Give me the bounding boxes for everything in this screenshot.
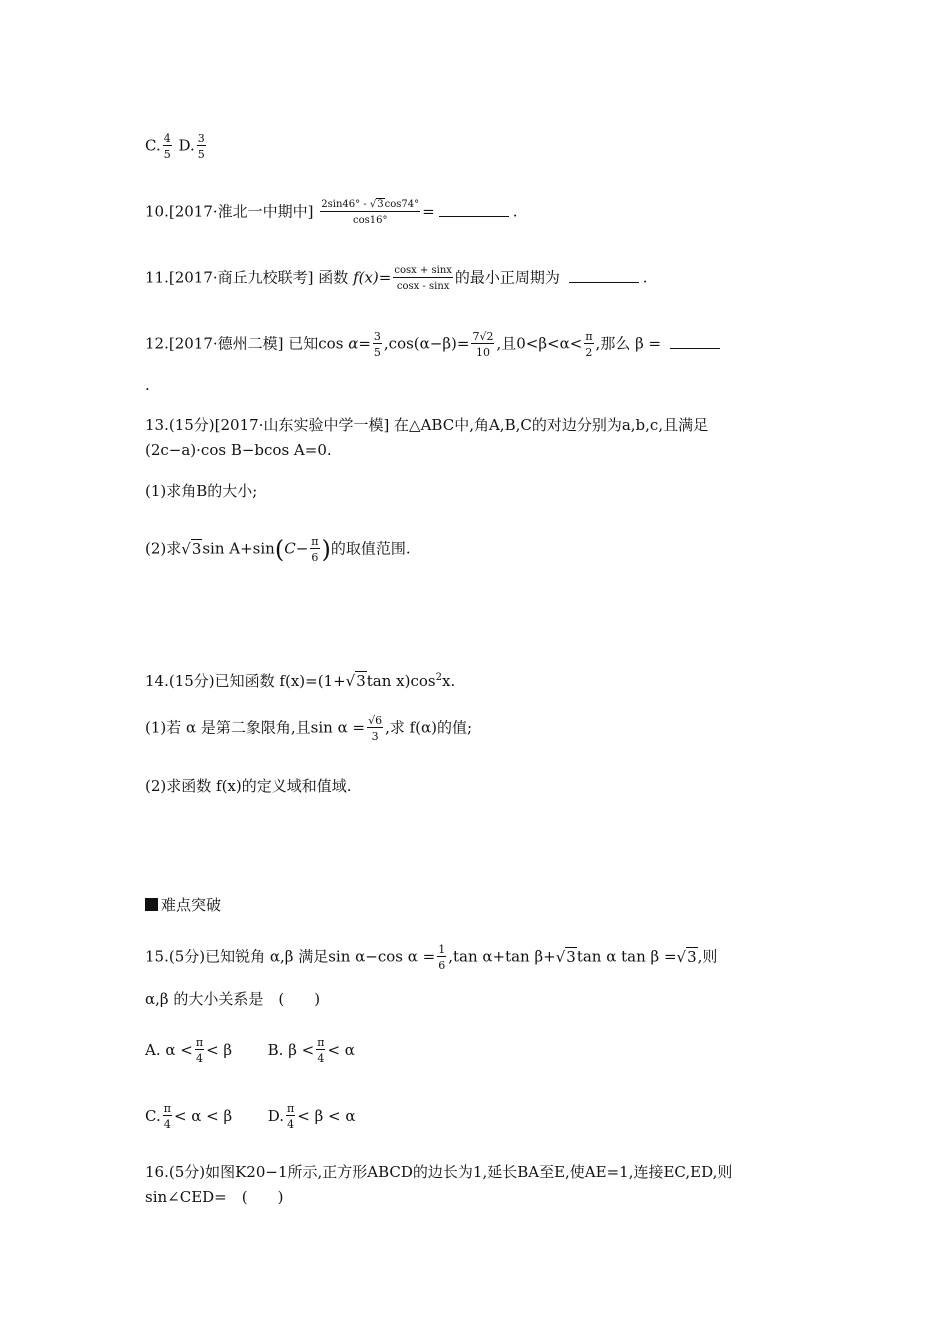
q14-part-1: (1)若 α 是第二象限角,且sin α = $\frac{√6}{3}$ ,求 f(α)的值; — [145, 714, 473, 743]
option-d: D. $\frac{\pi}{4}$ < β < α — [267, 1102, 356, 1131]
q11-answer-blank — [569, 270, 639, 283]
option-c: C. $\frac{\pi}{4}$ < α < β — [145, 1102, 233, 1131]
q12-frac-1: $\frac{3}{5}$ — [373, 330, 381, 359]
question-12: 12.[2017·德州二模] 已知cos α= $\frac{3}{5}$ ,cos(α−β)= $\frac{7√2}{10}$ ,且0<β<α< $\frac{\pi}{2}$ ,那么 β = — [145, 330, 724, 359]
question-11: 11.[2017·商丘九校联考] 函数 f(x)= $\frac{\cos x + \sin x}{\cos x - \sin x}$ 的最小正周期为 . — [145, 265, 648, 292]
q10-fraction: $\frac{2\sin 46^\circ - √3\cos 74^\circ}{\cos 16^\circ}$ — [321, 199, 420, 226]
question-10: 10.[2017·淮北一中期中] $\frac{2\sin 46^\circ - √3\cos 74^\circ}{\cos 16^\circ}$ = . — [145, 199, 518, 226]
q13-line-2: (2c−a)·cos B−bcos A=0. — [145, 441, 332, 459]
q10-answer-blank — [439, 204, 509, 217]
q15-options-ab — [145, 1036, 355, 1065]
section-title: 难点突破 — [161, 896, 222, 914]
q15-frac: $\frac{1}{6}$ — [438, 943, 446, 972]
option-c-fraction: $\frac{4}{5}$ — [163, 132, 171, 161]
square-bullet-icon — [145, 898, 158, 911]
q13-line-1: 13.(15分)[2017·山东实验中学一模] 在△ABC中,角A,B,C的对边分别为a,b,c,且满足 — [145, 416, 709, 434]
q12-frac-3: $\frac{\pi}{2}$ — [585, 330, 593, 359]
option-d-label: D. — [178, 136, 195, 155]
q9-options — [145, 132, 208, 161]
q12-frac-2: $\frac{7√2}{10}$ — [472, 330, 494, 359]
q10-head: 10.[2017·淮北一中期中] — [145, 202, 314, 221]
option-d-fraction: $\frac{3}{5}$ — [197, 132, 205, 161]
q12-head: 12.[2017·德州二模] 已知cos — [145, 334, 344, 353]
q11-fraction: $\frac{\cos x + \sin x}{\cos x - \sin x}$ — [394, 265, 452, 292]
q13-part-1: (1)求角B的大小; — [145, 482, 258, 500]
q14-line-1: 14.(15分)已知函数 f(x)=(1+√3tan $x)\cos^2x$. — [145, 672, 456, 690]
q13-part-2: (2)求√3sin A+sin(C− $\frac{\pi}{6}$ )的取值范围. — [145, 535, 411, 564]
q15-line-2: α,β 的大小关系是 ( ) — [145, 990, 321, 1008]
q14-part-2: (2)求函数 f(x)的定义域和值域. — [145, 777, 352, 795]
q16-line-2: sin∠CED= ( ) — [145, 1188, 284, 1206]
q14-frac: $\frac{√6}{3}$ — [368, 714, 383, 743]
q12-answer-blank — [670, 336, 720, 349]
q15-options-cd — [145, 1102, 356, 1131]
q15-line-1: 15.(5分)已知锐角 α,β 满足sin α−cos α = $\frac{1}{6}$ ,tan α+tan β+√3tan α tan β =√3,则 — [145, 943, 718, 972]
section-heading — [145, 895, 221, 915]
q11-head: 11.[2017·商丘九校联考] 函数 — [145, 268, 349, 287]
q13-pi-over-6: $\frac{\pi}{6}$ — [311, 535, 319, 564]
option-c-label: C. — [145, 136, 161, 155]
q16-line-1: 16.(5分)如图K20−1所示,正方形ABCD的边长为1,延长BA至E,使AE=1,连接EC,ED,则 — [145, 1163, 733, 1181]
option-b: B. β < $\frac{\pi}{4}$ < α — [267, 1036, 355, 1065]
option-a: A. α < $\frac{\pi}{4}$ < β — [145, 1036, 233, 1065]
q12-end: . — [145, 376, 150, 394]
